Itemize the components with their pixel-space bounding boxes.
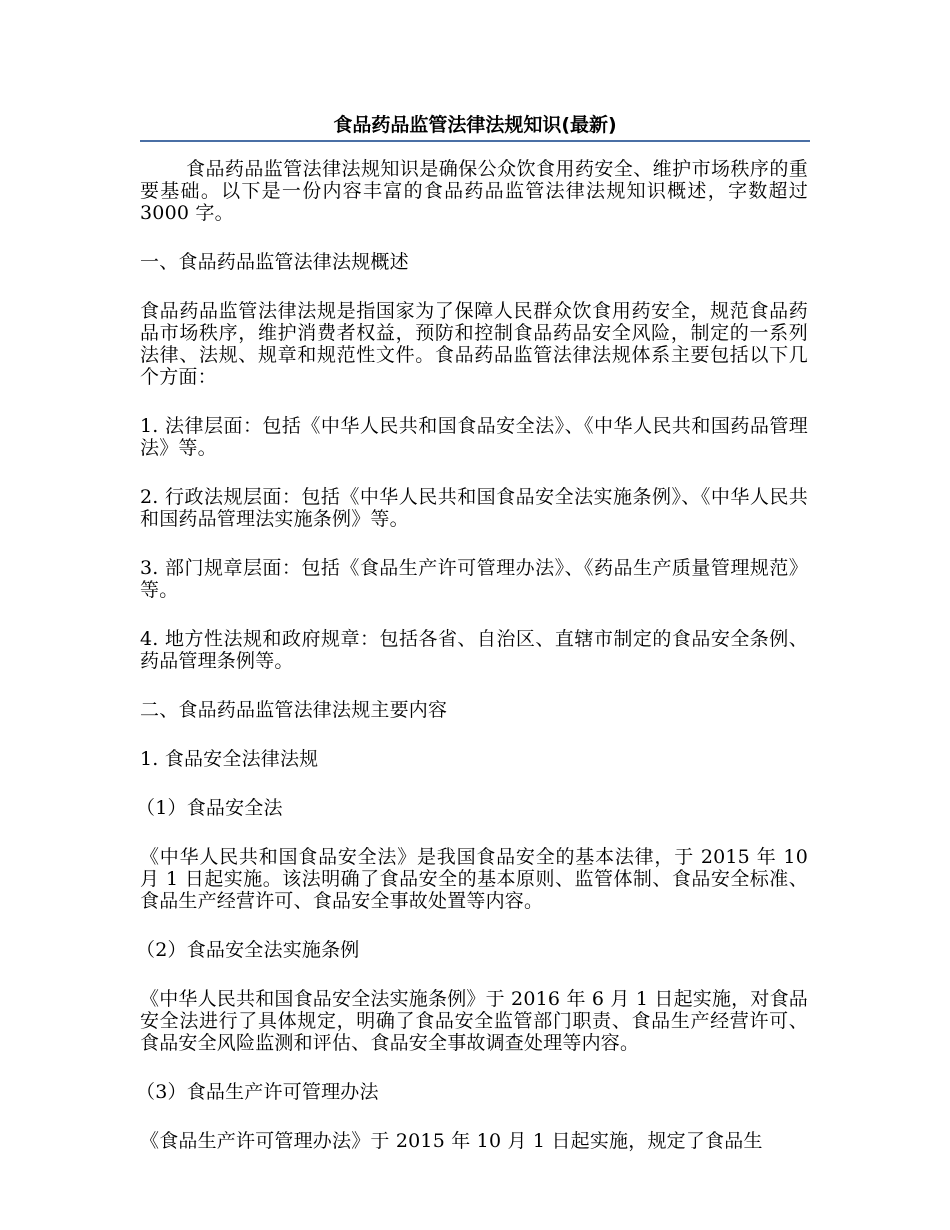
body-paragraph-truncated: 《食品生产许可管理办法》于 2015 年 10 月 1 日起实施，规定了食品生 <box>140 1130 763 1152</box>
sub-item-heading: （2）食品安全法实施条例 <box>136 939 360 961</box>
sub-item-heading: （1）食品安全法 <box>136 797 283 819</box>
section-heading-overview: 一、食品药品监管法律法规概述 <box>140 251 409 273</box>
body-paragraph: 食品药品监管法律法规是指国家为了保障人民群众饮食用药安全，规范食品药品市场秩序，维护消费者权益，预防和控制食品药品安全风险，制定的一系列法律、法规、规章和规范性文件。食品药品监管法律法规体系主要包括以下几个方面： <box>140 300 808 388</box>
subsection-heading-food-safety: 1. 食品安全法律法规 <box>140 748 319 770</box>
document-title: 食品药品监管法律法规知识(最新) <box>333 114 617 136</box>
list-item-local-regulations: 4. 地方性法规和政府规章：包括各省、自治区、直辖市制定的食品安全条例、药品管理条例等。 <box>140 628 808 672</box>
list-item-regulation-level: 2. 行政法规层面：包括《中华人民共和国食品安全法实施条例》、《中华人民共和国药品管理法实施条例》等。 <box>140 486 808 530</box>
title-underline <box>140 140 810 142</box>
document-body <box>136 158 808 1179</box>
list-item-law-level: 1. 法律层面：包括《中华人民共和国食品安全法》、《中华人民共和国药品管理法》等。 <box>140 415 808 459</box>
body-paragraph: 《中华人民共和国食品安全法》是我国食品安全的基本法律，于 2015 年 10 月 1 日起实施。该法明确了食品安全的基本原则、监管体制、食品安全标准、食品生产经营许可、食品安全事故处置等内容。 <box>140 846 808 912</box>
sub-item-heading: （3）食品生产许可管理办法 <box>136 1081 379 1103</box>
list-item-department-rules: 3. 部门规章层面：包括《食品生产许可管理办法》、《药品生产质量管理规范》等。 <box>140 557 808 601</box>
intro-paragraph: 食品药品监管法律法规知识是确保公众饮食用药安全、维护市场秩序的重要基础。以下是一份内容丰富的食品药品监管法律法规知识概述，字数超过 3000 字。 <box>140 158 808 224</box>
body-paragraph: 《中华人民共和国食品安全法实施条例》于 2016 年 6 月 1 日起实施，对食品安全法进行了具体规定，明确了食品安全监管部门职责、食品生产经营许可、食品安全风险监测和评估、食品安全事故调查处理等内容。 <box>140 988 808 1054</box>
section-heading-main-content: 二、食品药品监管法律法规主要内容 <box>140 699 448 721</box>
